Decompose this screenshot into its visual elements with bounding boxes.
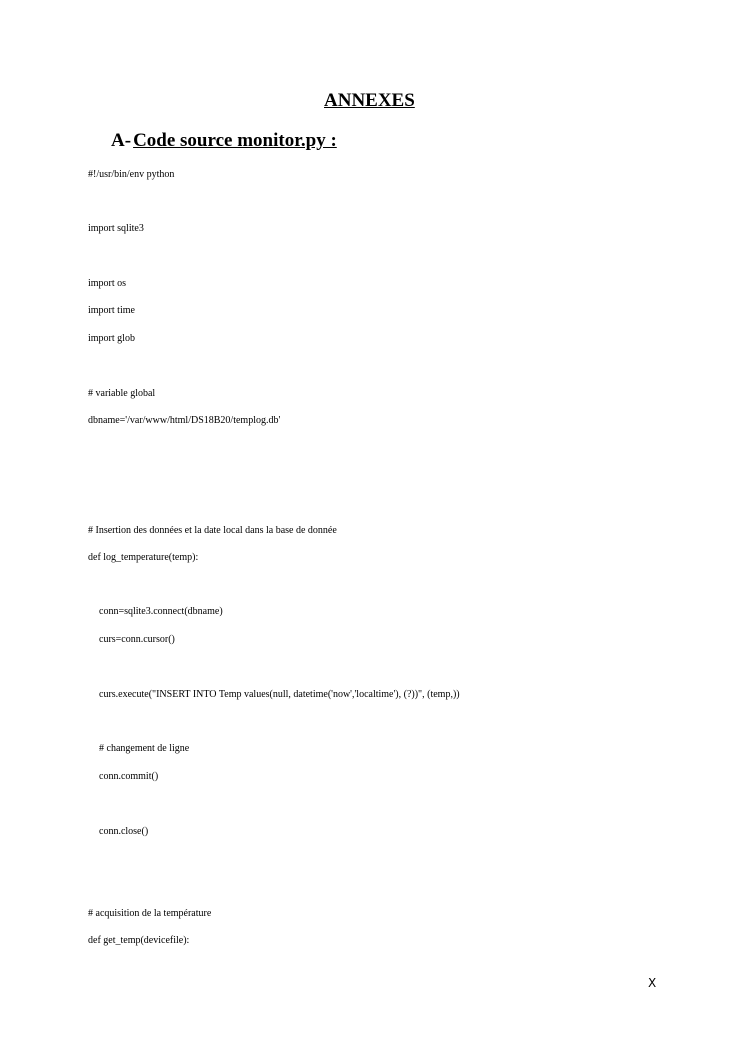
code-line: def log_temperature(temp): [88,552,199,563]
code-line: import glob [88,333,135,344]
code-line: conn.close() [99,826,149,837]
page-title: ANNEXES [324,90,415,111]
section-title: Code source monitor.py : [133,130,337,151]
code-line: import sqlite3 [88,223,144,234]
code-line: curs.execute("INSERT INTO Temp values(null, datetime('now','localtime'), (?))", (temp,)) [99,689,460,700]
section-prefix: A- [111,130,132,151]
code-line: def get_temp(devicefile): [88,935,190,946]
code-line: conn.commit() [99,771,159,782]
code-line: import os [88,278,127,289]
code-line: conn=sqlite3.connect(dbname) [99,606,223,617]
code-line: import time [88,305,135,316]
code-line: dbname='/var/www/html/DS18B20/templog.db' [88,415,281,426]
code-line: # changement de ligne [99,743,190,754]
code-line: # acquisition de la température [88,908,212,919]
page-number: X [648,976,657,990]
code-line: # variable global [88,388,156,399]
section-heading [111,129,337,153]
code-line: curs=conn.cursor() [99,634,175,645]
code-line: # Insertion des données et la date local dans la base de donnée [88,525,337,536]
code-line: #!/usr/bin/env python [88,169,175,180]
